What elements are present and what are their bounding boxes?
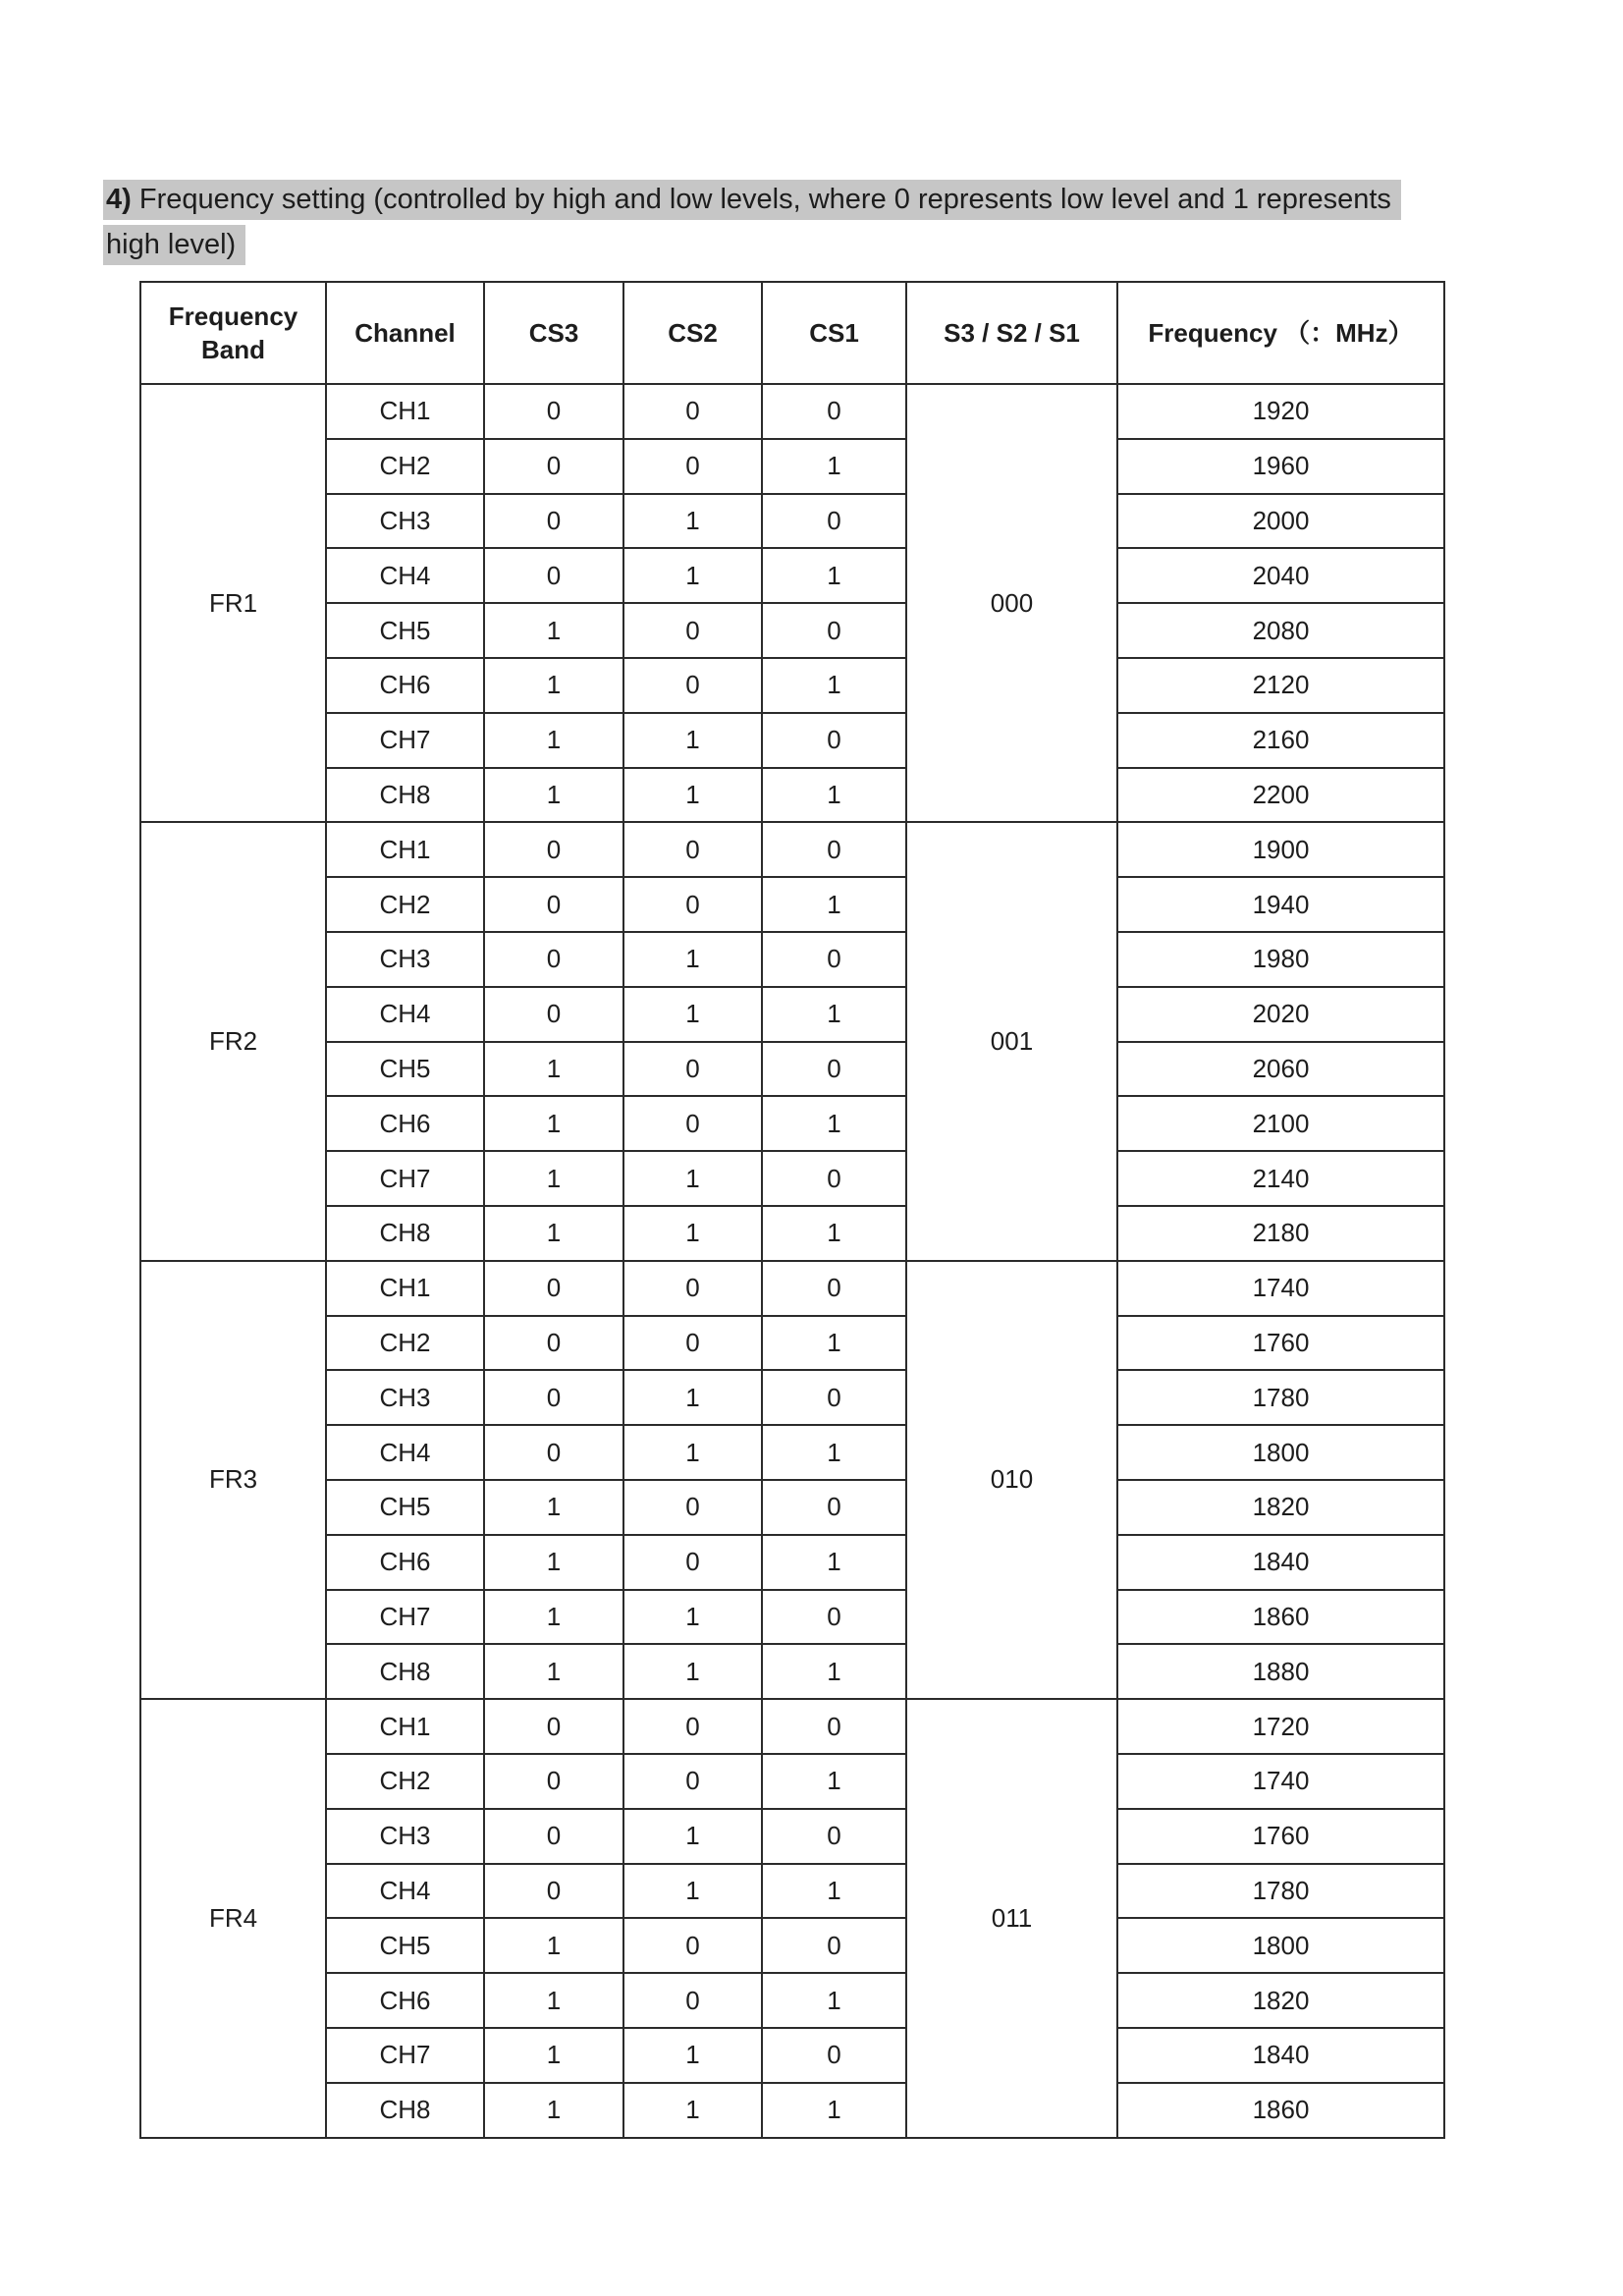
cs1-cell: 0 xyxy=(762,384,906,439)
section-title xyxy=(103,177,1546,267)
cs3-cell: 0 xyxy=(484,1425,623,1480)
cs1-cell: 0 xyxy=(762,822,906,877)
frequency-cell: 1880 xyxy=(1117,1644,1444,1699)
cs3-cell: 1 xyxy=(484,1151,623,1206)
table-row xyxy=(140,1042,1444,1097)
cs2-cell: 1 xyxy=(623,1151,762,1206)
frequency-cell: 2160 xyxy=(1117,713,1444,768)
cs2-cell: 1 xyxy=(623,2028,762,2083)
channel-cell: CH5 xyxy=(326,1480,484,1535)
cs2-cell: 1 xyxy=(623,713,762,768)
frequency-cell: 1860 xyxy=(1117,1590,1444,1645)
channel-cell: CH1 xyxy=(326,822,484,877)
cs1-cell: 1 xyxy=(762,1425,906,1480)
cs3-cell: 1 xyxy=(484,1918,623,1973)
table-row xyxy=(140,1370,1444,1425)
cs1-cell: 1 xyxy=(762,1973,906,2028)
cs3-cell: 0 xyxy=(484,877,623,932)
channel-cell: CH8 xyxy=(326,1644,484,1699)
cs1-cell: 0 xyxy=(762,1480,906,1535)
cs2-cell: 0 xyxy=(623,1535,762,1590)
channel-cell: CH1 xyxy=(326,1261,484,1316)
frequency-cell: 1780 xyxy=(1117,1370,1444,1425)
header-cs2: CS2 xyxy=(623,282,762,384)
table-row xyxy=(140,1644,1444,1699)
cs3-cell: 1 xyxy=(484,603,623,658)
s3s2s1-cell: 011 xyxy=(906,1699,1117,2137)
cs1-cell: 1 xyxy=(762,987,906,1042)
frequency-cell: 1940 xyxy=(1117,877,1444,932)
frequency-cell: 2080 xyxy=(1117,603,1444,658)
table-row xyxy=(140,987,1444,1042)
cs3-cell: 0 xyxy=(484,822,623,877)
channel-cell: CH8 xyxy=(326,768,484,823)
channel-cell: CH6 xyxy=(326,1096,484,1151)
frequency-cell: 1780 xyxy=(1117,1864,1444,1919)
cs2-cell: 0 xyxy=(623,603,762,658)
cs1-cell: 1 xyxy=(762,877,906,932)
frequency-cell: 1800 xyxy=(1117,1425,1444,1480)
cs2-cell: 0 xyxy=(623,1699,762,1754)
channel-cell: CH4 xyxy=(326,1864,484,1919)
table-row xyxy=(140,1809,1444,1864)
cs2-cell: 1 xyxy=(623,1425,762,1480)
frequency-cell: 1920 xyxy=(1117,384,1444,439)
channel-cell: CH2 xyxy=(326,1754,484,1809)
frequency-cell: 1860 xyxy=(1117,2083,1444,2138)
frequency-setting-table xyxy=(139,281,1445,2139)
cs3-cell: 0 xyxy=(484,987,623,1042)
frequency-cell: 2120 xyxy=(1117,658,1444,713)
channel-cell: CH6 xyxy=(326,1973,484,2028)
cs2-cell: 1 xyxy=(623,932,762,987)
channel-cell: CH7 xyxy=(326,1151,484,1206)
channel-cell: CH6 xyxy=(326,658,484,713)
channel-cell: CH7 xyxy=(326,713,484,768)
cs1-cell: 1 xyxy=(762,658,906,713)
channel-cell: CH3 xyxy=(326,494,484,549)
cs2-cell: 0 xyxy=(623,1096,762,1151)
cs1-cell: 0 xyxy=(762,603,906,658)
table-row xyxy=(140,1918,1444,1973)
table-row xyxy=(140,494,1444,549)
cs1-cell: 1 xyxy=(762,1754,906,1809)
cs1-cell: 0 xyxy=(762,1590,906,1645)
band-cell: FR2 xyxy=(140,822,326,1260)
cs2-cell: 1 xyxy=(623,1864,762,1919)
channel-cell: CH3 xyxy=(326,1809,484,1864)
channel-cell: CH5 xyxy=(326,1918,484,1973)
cs3-cell: 1 xyxy=(484,713,623,768)
table-row xyxy=(140,603,1444,658)
frequency-cell: 2040 xyxy=(1117,548,1444,603)
cs1-cell: 0 xyxy=(762,1809,906,1864)
cs3-cell: 0 xyxy=(484,1316,623,1371)
cs1-cell: 1 xyxy=(762,1644,906,1699)
cs1-cell: 1 xyxy=(762,1535,906,1590)
cs1-cell: 0 xyxy=(762,494,906,549)
cs1-cell: 1 xyxy=(762,548,906,603)
frequency-cell: 2140 xyxy=(1117,1151,1444,1206)
table-row xyxy=(140,1535,1444,1590)
frequency-cell: 1820 xyxy=(1117,1973,1444,2028)
table-row xyxy=(140,2083,1444,2138)
channel-cell: CH7 xyxy=(326,1590,484,1645)
channel-cell: CH2 xyxy=(326,877,484,932)
cs3-cell: 1 xyxy=(484,658,623,713)
frequency-cell: 1840 xyxy=(1117,1535,1444,1590)
cs1-cell: 1 xyxy=(762,1316,906,1371)
table-row xyxy=(140,1754,1444,1809)
frequency-cell: 1960 xyxy=(1117,439,1444,494)
cs3-cell: 1 xyxy=(484,2028,623,2083)
cs3-cell: 0 xyxy=(484,1754,623,1809)
section-title-line1 xyxy=(103,177,1546,222)
cs1-cell: 0 xyxy=(762,713,906,768)
channel-cell: CH2 xyxy=(326,439,484,494)
table-row xyxy=(140,822,1444,877)
cs2-cell: 0 xyxy=(623,1261,762,1316)
frequency-cell: 2180 xyxy=(1117,1206,1444,1261)
channel-cell: CH4 xyxy=(326,548,484,603)
cs3-cell: 0 xyxy=(484,494,623,549)
cs2-cell: 0 xyxy=(623,658,762,713)
table-row xyxy=(140,384,1444,439)
cs2-cell: 1 xyxy=(623,548,762,603)
cs3-cell: 0 xyxy=(484,548,623,603)
cs1-cell: 1 xyxy=(762,1864,906,1919)
cs3-cell: 1 xyxy=(484,1644,623,1699)
table-row xyxy=(140,658,1444,713)
header-cs1: CS1 xyxy=(762,282,906,384)
cs2-cell: 1 xyxy=(623,768,762,823)
table-row xyxy=(140,1096,1444,1151)
frequency-cell: 1980 xyxy=(1117,932,1444,987)
frequency-cell: 1900 xyxy=(1117,822,1444,877)
table-row xyxy=(140,1261,1444,1316)
band-cell: FR4 xyxy=(140,1699,326,2137)
cs2-cell: 1 xyxy=(623,2083,762,2138)
cs3-cell: 1 xyxy=(484,1535,623,1590)
table-body xyxy=(140,384,1444,2138)
frequency-cell: 1740 xyxy=(1117,1754,1444,1809)
cs1-cell: 1 xyxy=(762,768,906,823)
channel-cell: CH3 xyxy=(326,1370,484,1425)
cs2-cell: 0 xyxy=(623,877,762,932)
cs3-cell: 1 xyxy=(484,1096,623,1151)
frequency-cell: 1840 xyxy=(1117,2028,1444,2083)
frequency-cell: 2020 xyxy=(1117,987,1444,1042)
cs2-cell: 1 xyxy=(623,1809,762,1864)
cs1-cell: 0 xyxy=(762,1370,906,1425)
table-row xyxy=(140,1425,1444,1480)
cs3-cell: 1 xyxy=(484,1973,623,2028)
frequency-cell: 1720 xyxy=(1117,1699,1444,1754)
table-row xyxy=(140,1864,1444,1919)
header-frequency-mhz: Frequency （：MHz） xyxy=(1117,282,1444,384)
channel-cell: CH5 xyxy=(326,1042,484,1097)
frequency-cell: 1740 xyxy=(1117,1261,1444,1316)
band-cell: FR3 xyxy=(140,1261,326,1699)
table-header-row xyxy=(140,282,1444,384)
table-row xyxy=(140,1480,1444,1535)
cs2-cell: 0 xyxy=(623,1042,762,1097)
cs2-cell: 0 xyxy=(623,1973,762,2028)
cs3-cell: 1 xyxy=(484,1590,623,1645)
table-row xyxy=(140,877,1444,932)
cs2-cell: 1 xyxy=(623,1644,762,1699)
cs3-cell: 0 xyxy=(484,439,623,494)
cs3-cell: 0 xyxy=(484,384,623,439)
cs1-cell: 1 xyxy=(762,1096,906,1151)
frequency-cell: 2100 xyxy=(1117,1096,1444,1151)
section-title-text: Frequency setting (controlled by high and low levels, where 0 represents low level and 1 represents xyxy=(131,184,1391,215)
cs1-cell: 0 xyxy=(762,1261,906,1316)
header-channel: Channel xyxy=(326,282,484,384)
cs1-cell: 0 xyxy=(762,1699,906,1754)
cs1-cell: 0 xyxy=(762,1151,906,1206)
header-cs3: CS3 xyxy=(484,282,623,384)
cs3-cell: 1 xyxy=(484,1042,623,1097)
cs1-cell: 0 xyxy=(762,1042,906,1097)
table-row xyxy=(140,932,1444,987)
table-row xyxy=(140,1590,1444,1645)
cs2-cell: 1 xyxy=(623,494,762,549)
s3s2s1-cell: 010 xyxy=(906,1261,1117,1699)
cs3-cell: 1 xyxy=(484,1480,623,1535)
band-cell: FR1 xyxy=(140,384,326,822)
cs1-cell: 1 xyxy=(762,439,906,494)
channel-cell: CH8 xyxy=(326,1206,484,1261)
cs2-cell: 0 xyxy=(623,1918,762,1973)
frequency-cell: 1760 xyxy=(1117,1316,1444,1371)
cs1-cell: 0 xyxy=(762,1918,906,1973)
cs3-cell: 0 xyxy=(484,932,623,987)
cs2-cell: 1 xyxy=(623,1370,762,1425)
table-row xyxy=(140,2028,1444,2083)
table-row xyxy=(140,1699,1444,1754)
cs2-cell: 1 xyxy=(623,1590,762,1645)
frequency-cell: 1760 xyxy=(1117,1809,1444,1864)
table-row xyxy=(140,1151,1444,1206)
cs2-cell: 0 xyxy=(623,384,762,439)
cs2-cell: 0 xyxy=(623,822,762,877)
channel-cell: CH3 xyxy=(326,932,484,987)
channel-cell: CH1 xyxy=(326,384,484,439)
cs3-cell: 1 xyxy=(484,768,623,823)
frequency-cell: 2000 xyxy=(1117,494,1444,549)
cs1-cell: 1 xyxy=(762,2083,906,2138)
channel-cell: CH4 xyxy=(326,1425,484,1480)
channel-cell: CH1 xyxy=(326,1699,484,1754)
cs3-cell: 0 xyxy=(484,1370,623,1425)
channel-cell: CH5 xyxy=(326,603,484,658)
table-row xyxy=(140,439,1444,494)
cs1-cell: 0 xyxy=(762,932,906,987)
cs2-cell: 0 xyxy=(623,1480,762,1535)
section-number: 4) xyxy=(106,184,132,215)
table-row xyxy=(140,1316,1444,1371)
header-s3s2s1: S3 / S2 / S1 xyxy=(906,282,1117,384)
channel-cell: CH7 xyxy=(326,2028,484,2083)
channel-cell: CH2 xyxy=(326,1316,484,1371)
cs3-cell: 0 xyxy=(484,1809,623,1864)
cs1-cell: 1 xyxy=(762,1206,906,1261)
s3s2s1-cell: 000 xyxy=(906,384,1117,822)
frequency-cell: 1820 xyxy=(1117,1480,1444,1535)
cs2-cell: 1 xyxy=(623,987,762,1042)
cs3-cell: 1 xyxy=(484,2083,623,2138)
frequency-cell: 2060 xyxy=(1117,1042,1444,1097)
cs3-cell: 1 xyxy=(484,1206,623,1261)
cs2-cell: 0 xyxy=(623,1754,762,1809)
s3s2s1-cell: 001 xyxy=(906,822,1117,1260)
table-row xyxy=(140,768,1444,823)
frequency-cell: 1800 xyxy=(1117,1918,1444,1973)
header-frequency-band: Frequency Band xyxy=(140,282,326,384)
cs3-cell: 0 xyxy=(484,1864,623,1919)
cs3-cell: 0 xyxy=(484,1699,623,1754)
channel-cell: CH8 xyxy=(326,2083,484,2138)
section-title-line2 xyxy=(103,222,1546,267)
section-title-text-2: high level) xyxy=(106,229,237,260)
cs3-cell: 0 xyxy=(484,1261,623,1316)
table-row xyxy=(140,713,1444,768)
cs2-cell: 0 xyxy=(623,1316,762,1371)
table-row xyxy=(140,548,1444,603)
cs2-cell: 0 xyxy=(623,439,762,494)
channel-cell: CH4 xyxy=(326,987,484,1042)
frequency-cell: 2200 xyxy=(1117,768,1444,823)
channel-cell: CH6 xyxy=(326,1535,484,1590)
table-row xyxy=(140,1973,1444,2028)
cs2-cell: 1 xyxy=(623,1206,762,1261)
cs1-cell: 0 xyxy=(762,2028,906,2083)
table-row xyxy=(140,1206,1444,1261)
